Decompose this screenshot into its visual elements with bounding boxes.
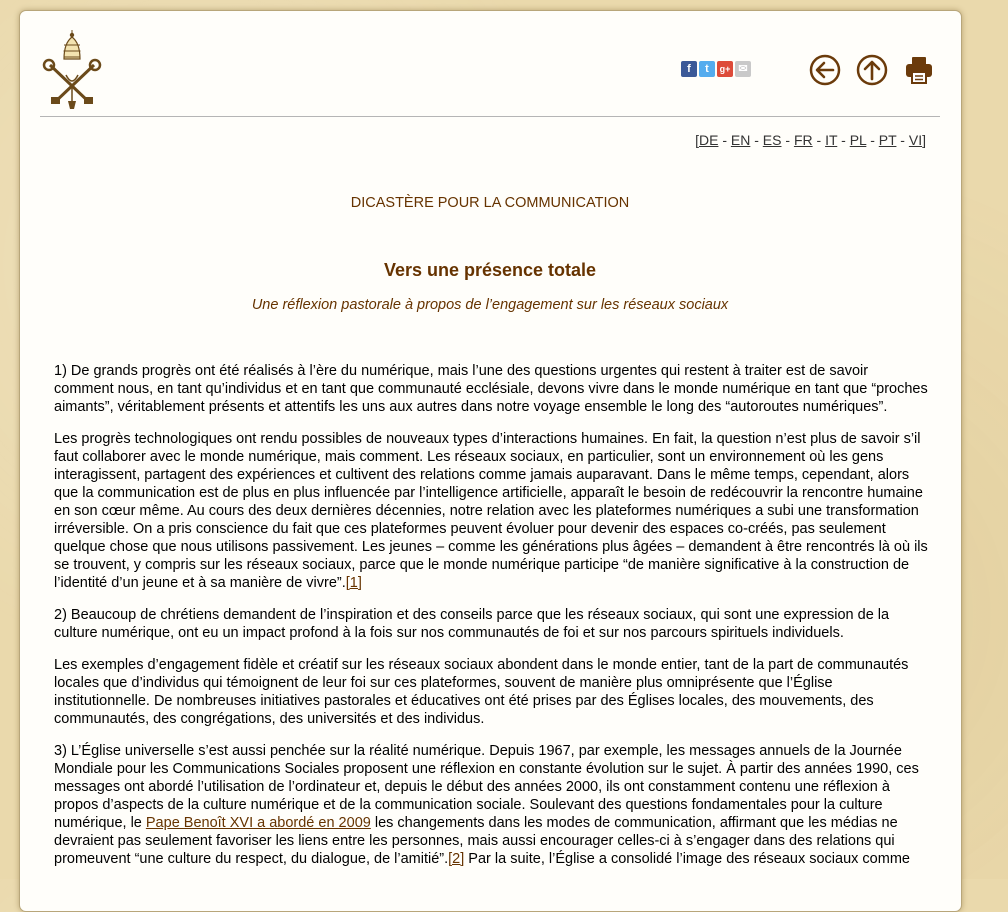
paragraph-1: 1) De grands progrès ont été réalisés à l’ère du numérique, mais l’une des questions urgentes qui restent à traiter est de savoir comment nous, en tant qu’individus et en tant que communauté ecclésiale, devons vivre dans le monde numérique en tant que “proches aimants”, véritablement présents et attentifs les uns aux autres dans notre voyage ensemble le long des “autoroutes numériques”. (54, 363, 928, 415)
lang-link-it[interactable]: IT (825, 132, 838, 148)
social-share-bar (681, 61, 751, 77)
facebook-icon[interactable]: f (681, 61, 697, 77)
print-icon[interactable] (903, 54, 935, 86)
page-tools (809, 54, 935, 86)
document-title: Vers une présence totale (383, 260, 597, 280)
twitter-icon[interactable]: t (699, 61, 715, 77)
dicastery-heading: DICASTÈRE POUR LA COMMUNICATION (350, 195, 630, 211)
top-arrow-icon[interactable] (856, 54, 888, 86)
lang-link-pt[interactable]: PT (878, 132, 897, 148)
benedict-2009-link[interactable]: Pape Benoît XVI a abordé en 2009 (145, 815, 371, 831)
lang-link-pl[interactable]: PL (849, 132, 867, 148)
paragraph-2: Les progrès technologiques ont rendu possibles de nouveaux types d’interactions humaines. En fait, la question n’est plus de savoir s’il faut collaborer avec le monde numérique, mais comment. Les réseaux sociaux, en particulier, sont un environnement où les gens interagissent, partagent des expériences et cultivent des relations comme jamais auparavant. Dans le même temps, cependant, alors que la communication est de plus en plus influencée par l’intelligence artificielle, apparaît le besoin de redécouvrir la rencontre humaine en son cœur même. Au cours des deux dernières décennies, notre relation avec les plateformes numériques a subi une transformation irréversible. On a pris conscience du fait que ces plateformes peuvent évoluer pour devenir des espaces co-créés, pas seulement quelque chose que nous utilisons passivement. Les jeunes – comme les générations plus âgées – demandent à être rencontrés là où ils se trouvent, y compris sur les réseaux sociaux, parce que le monde numérique participe “de manière significative à la construction de l’identité d’un jeune et à sa manière de vivre”.[1] (54, 431, 928, 591)
paragraph-5: 3) L’Église universelle s’est aussi penchée sur la réalité numérique. Depuis 1967, par exemple, les messages annuels de la Journée Mondiale pour les Communications Sociales proposent une réflexion en constante évolution sur le sujet. À partir des années 1990, ces messages ont abordé l’utilisation de l’ordinateur et, depuis le début des années 2000, ils ont constamment contenu une réflexion à propos d’aspects de la culture numérique et de la communication sociale. Soulevant des questions fondamentales pour la culture numérique, le Pape Benoît XVI a abordé en 2009 les changements dans les modes de communication, affirmant que les médias ne devraient pas seulement favoriser les liens entre les personnes, mais aussi encourager celles-ci à s’engager dans des relations qui promeuvent “une culture du respect, du dialogue, de l’amitié”.[2] Par la suite, l’Église a consolidé l’image des réseaux sociaux comme (54, 743, 919, 867)
footnote-link-2[interactable]: [2] (448, 851, 465, 867)
lang-link-vi[interactable]: VI (908, 132, 923, 148)
google-plus-icon[interactable]: g+ (717, 61, 733, 77)
paragraph-4: Les exemples d’engagement fidèle et créatif sur les réseaux sociaux abondent dans le monde entier, tant de la part de communautés locales que d’individus qui témoignent de leur foi sur ces plateformes, souvent de manière plus omniprésente que l’Église institutionnelle. De nombreuses initiatives pastorales et éducatives ont été prises par des Églises locales, des mouvements, des communautés, des congrégations, des universités et des individus. (54, 657, 909, 727)
lang-link-es[interactable]: ES (762, 132, 782, 148)
back-arrow-icon[interactable] (809, 54, 841, 86)
email-icon[interactable]: ✉ (735, 61, 751, 77)
lang-link-de[interactable]: DE (698, 132, 719, 148)
document-subtitle: Une réflexion pastorale à propos de l’engagement sur les réseaux sociaux (251, 297, 729, 313)
footnote-link-1[interactable]: [1] (345, 575, 362, 591)
document-body (54, 362, 928, 882)
document-page (19, 10, 962, 912)
papal-crest-logo (40, 29, 104, 111)
lang-link-en[interactable]: EN (730, 132, 751, 148)
language-selector: [DE - EN - ES - FR - IT - PL - PT - VI] (695, 132, 926, 148)
paragraph-3: 2) Beaucoup de chrétiens demandent de l’inspiration et des conseils parce que les réseaux sociaux, qui sont une expression de la culture numérique, ont eu un impact profond à la fois sur nos communautés de foi et sur nos parcours spirituels individuels. (54, 607, 890, 641)
header-divider (40, 116, 940, 117)
lang-link-fr[interactable]: FR (793, 132, 813, 148)
